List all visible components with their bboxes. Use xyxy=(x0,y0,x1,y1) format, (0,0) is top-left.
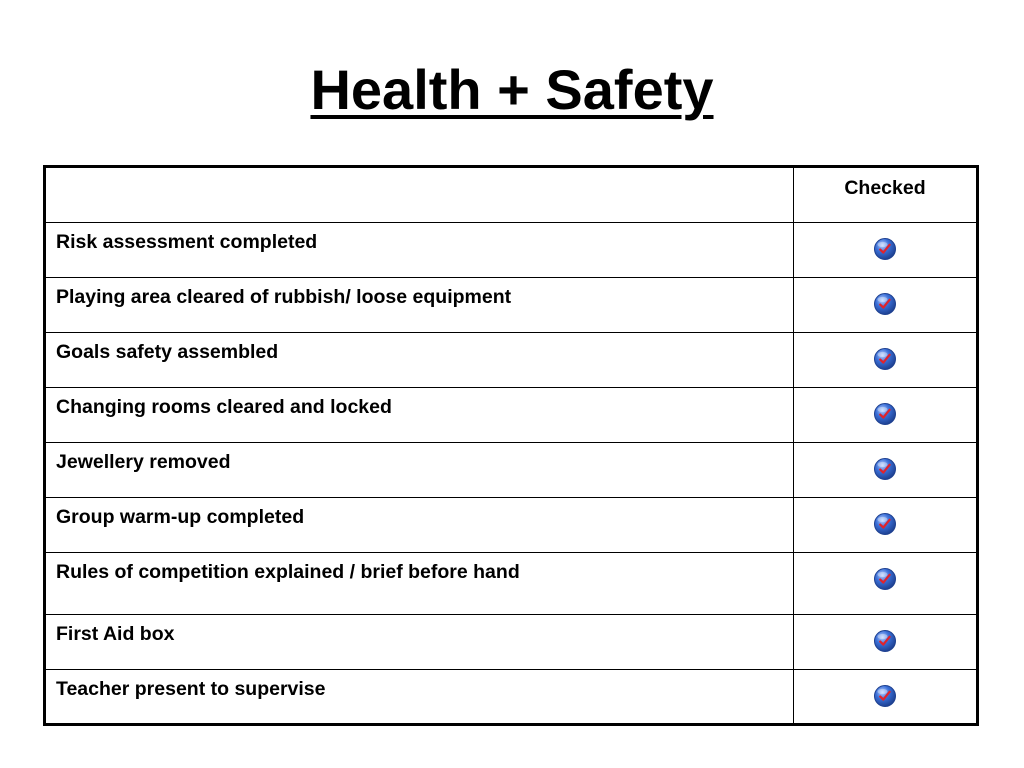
check-cell xyxy=(794,670,978,725)
item-label: First Aid box xyxy=(56,623,175,645)
check-cell xyxy=(794,615,978,670)
table-row xyxy=(45,615,978,670)
item-cell xyxy=(45,333,794,388)
table-row xyxy=(45,278,978,333)
table-row xyxy=(45,553,978,615)
slide-title: Health + Safety xyxy=(310,58,714,121)
checkmark-badge-icon xyxy=(873,629,897,653)
item-cell xyxy=(45,388,794,443)
table-row xyxy=(45,443,978,498)
checkmark-badge-icon xyxy=(873,567,897,591)
check-cell xyxy=(794,223,978,278)
item-cell xyxy=(45,223,794,278)
item-cell xyxy=(45,498,794,553)
checkmark-badge-icon xyxy=(873,457,897,481)
checkmark-badge-icon xyxy=(873,292,897,316)
checkmark-badge-icon xyxy=(873,512,897,536)
item-cell xyxy=(45,278,794,333)
item-cell xyxy=(45,553,794,615)
item-label: Goals safety assembled xyxy=(56,341,279,363)
check-cell xyxy=(794,553,978,615)
checkmark-badge-icon xyxy=(873,237,897,261)
checkmark-badge-icon xyxy=(873,347,897,371)
item-cell xyxy=(45,670,794,725)
checkmark-badge-icon xyxy=(873,684,897,708)
header-checked-label: Checked xyxy=(844,177,926,199)
check-cell xyxy=(794,333,978,388)
check-cell xyxy=(794,498,978,553)
table-row xyxy=(45,388,978,443)
item-label: Rules of competition explained / brief before hand xyxy=(56,561,520,583)
header-row xyxy=(45,167,978,223)
table-row xyxy=(45,670,978,725)
health-safety-checklist xyxy=(43,165,979,726)
item-cell xyxy=(45,443,794,498)
item-label: Playing area cleared of rubbish/ loose equipment xyxy=(56,286,512,308)
check-cell xyxy=(794,388,978,443)
checkmark-badge-icon xyxy=(873,402,897,426)
item-label: Risk assessment completed xyxy=(56,231,318,253)
table-row xyxy=(45,498,978,553)
item-label: Teacher present to supervise xyxy=(56,678,326,700)
table-row xyxy=(45,333,978,388)
header-item-cell xyxy=(45,167,794,223)
table-row xyxy=(45,223,978,278)
item-label: Group warm-up completed xyxy=(56,506,305,528)
header-checked-cell xyxy=(794,167,978,223)
check-cell xyxy=(794,443,978,498)
item-label: Jewellery removed xyxy=(56,451,231,473)
check-cell xyxy=(794,278,978,333)
item-label: Changing rooms cleared and locked xyxy=(56,396,392,418)
header-item-label xyxy=(46,168,793,176)
item-cell xyxy=(45,615,794,670)
